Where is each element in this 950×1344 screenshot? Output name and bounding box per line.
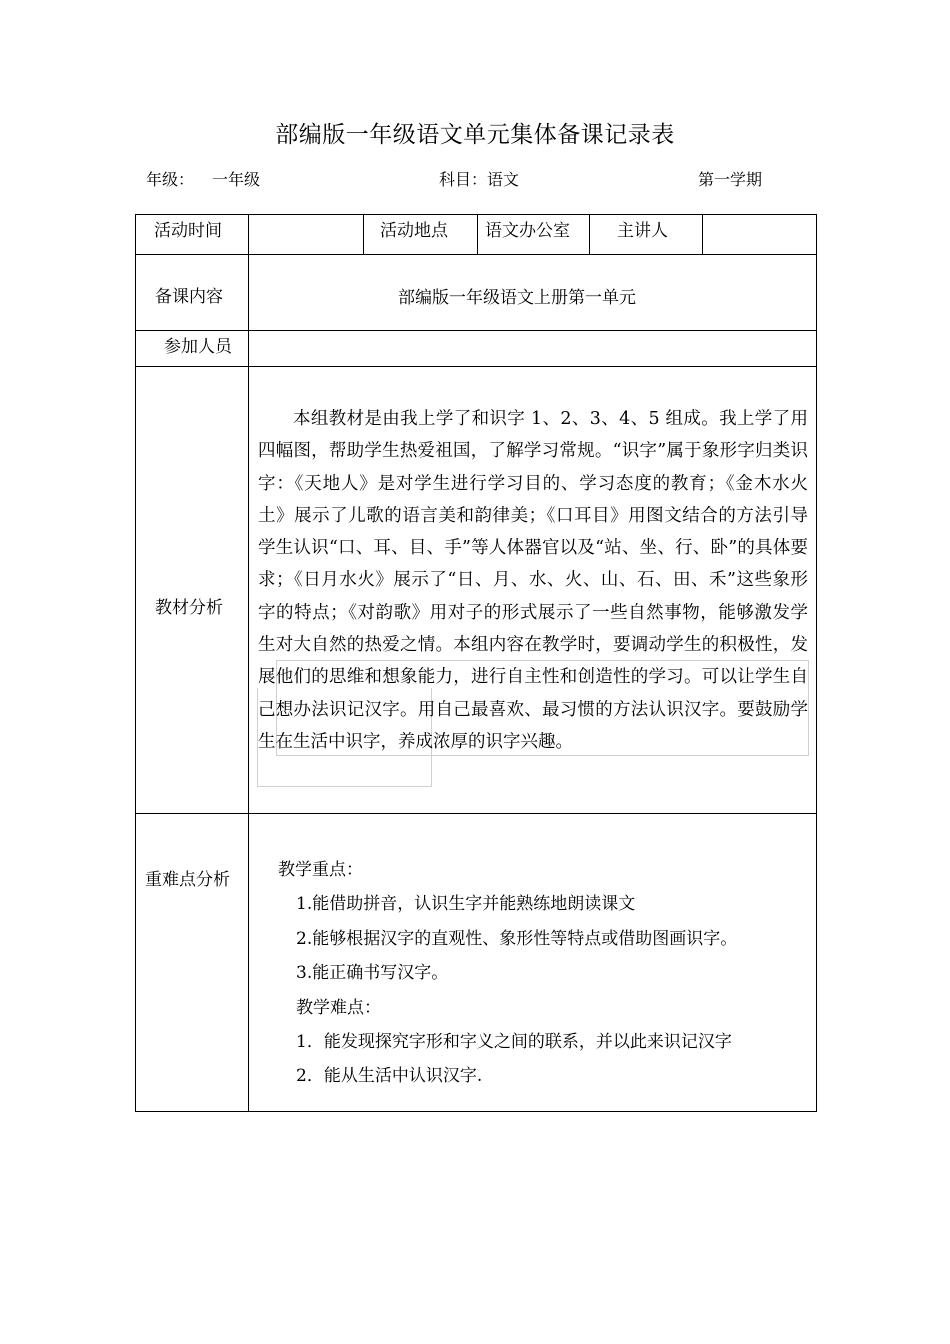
location-label: 活动地点 (380, 221, 448, 241)
term-field: 第一学期 (698, 170, 763, 189)
content-value: 部编版一年级语文上册第一单元 (398, 288, 636, 308)
list-item: 1．能发现探究字形和字义之间的联系，并以此来识记汉字 (296, 1032, 732, 1053)
grade-value: 一年级 (212, 170, 261, 189)
table-border-right (816, 214, 817, 1112)
list-item: 2．能从生活中认识汉字. (296, 1066, 483, 1087)
table-row-divider (135, 330, 817, 331)
focus-heading: 教学重点： (278, 860, 363, 880)
list-item: 2.能够根据汉字的直观性、象形性等特点或借助图画识字。 (296, 928, 738, 949)
analysis-label: 教材分析 (155, 598, 223, 618)
analysis-text: 本组教材是由我上学了和识字 1、2、3、4、5 组成。我上学了用四幅图，帮助学生热爱祖国，了解学习常规。“识字”属于象形字归类识字：《天地人》是对学生进行学习目的、学习态度的教育；《金木水火土》展示了儿歌的语言美和韵律美；《口耳目》用图文结合的方法引导学生认识“口、耳、目、手”等人体器官以及“站、坐、行、卧”的具体要求；《日月水火》展示了“日、月、水、火、山、石、田、禾”这些象形字的特点；《对韵歌》用对子的形式展示了一些自然事物，能够激发学生对大自然的热爱之情。本组内容在教学时，要调动学生的积极性，发展他们的思维和想象能力，进行自主性和创造性的学习。可以让学生自己想办法识记汉字。用自己最喜欢、最习惯的方法认识汉字。要鼓励学生在生活中识字，养成浓厚的识字兴趣。 (258, 409, 808, 752)
table-col-divider (477, 214, 478, 254)
table-col-divider (363, 214, 364, 254)
table-border-top (135, 214, 817, 215)
table-col-divider (702, 214, 703, 254)
table-border-left (135, 214, 136, 1112)
content-label: 备课内容 (155, 287, 223, 307)
subject-field: 科目：语文 (439, 170, 520, 189)
difficulty-heading: 教学难点： (296, 997, 381, 1018)
page-title: 部编版一年级语文单元集体备课记录表 (275, 122, 675, 148)
key-points-label: 重难点分析 (145, 870, 230, 890)
table-col-divider (589, 214, 590, 254)
participants-label: 参加人员 (164, 337, 232, 357)
speaker-label: 主讲人 (617, 221, 668, 241)
table-border-bottom (135, 1111, 817, 1112)
key-points-list (278, 853, 808, 1094)
location-value: 语文办公室 (485, 221, 570, 241)
list-item: 1.能借助拼音，认识生字并能熟练地朗读课文 (296, 894, 636, 915)
table-col-divider (248, 214, 249, 1112)
grade-label: 年级： (146, 170, 195, 189)
table-row-divider (135, 254, 817, 255)
table-row-divider (135, 813, 817, 814)
activity-time-label: 活动时间 (154, 221, 222, 241)
table-row-divider (135, 366, 817, 367)
list-item: 3.能正确书写汉字。 (296, 963, 449, 984)
